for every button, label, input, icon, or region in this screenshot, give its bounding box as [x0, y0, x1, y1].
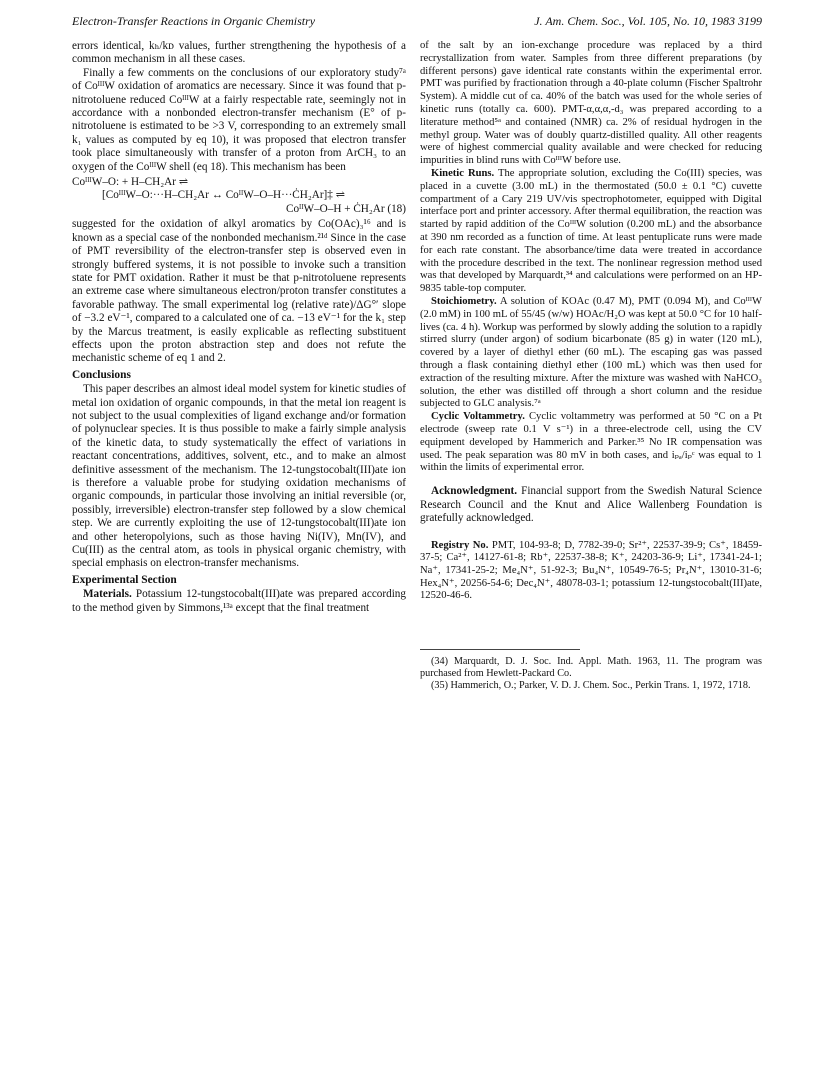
paragraph-kinetic-runs: [420, 168, 762, 296]
kinetic-runs-text: The appropriate solution, excluding the Co(III) species, was placed in a cuvette (3.00 mL) in the thermostated (50.0 ± 0.1 °C) cuvette compartment of a Cary 219 UV/vis spectrophotometer, equipped with Digital interface port and printer accessory. After thermal equilibration, the reaction was started by rapid addition of the CoᴵᴵᴵW solution (0.200 mL) and the absorbance at 390 nm recorded as a function of time. At least pentuplicate runs were made for each rate constant. The absorbance/time data were treated in accordance with the procedure described in the text. The nonlinear regression method used was that developed by Marquardt,³⁴ and calculations were performed on an HP-9835 table-top computer.: [420, 167, 762, 295]
paragraph-materials-continued: of the salt by an ion-exchange procedure was replaced by a third recrystallization from water. Samples from three different preparations (by different persons) gave identical rate constants within the experimental error. PMT was purified by fractionation through a 40-plate column (Fischer Spaltrohr System). A middle cut of ca. 40% of the batch was used for the whole series of kinetic runs (totally ca. 600). PMT-α,α,α,-d₃ was prepared according to a literature method⁵ᵃ and contained (NMR) ca. 2% of residual hydrogen in the methyl group. Water was of doubly quartz-distilled quality. All other reagents were of highest commercial quality available and were checked for reducing impurities in blind runs with CoᴵᴵᴵW before use.: [420, 40, 762, 167]
running-title: Electron-Transfer Reactions in Organic Chemistry: [72, 14, 316, 28]
equation-18: [72, 176, 406, 216]
stoichiometry-text: A solution of KOAc (0.47 M), PMT (0.094 M), and CoᴵᴵᴵW (2.0 mM) in 100 mL of 55/45 (w/w) HOAc/H₂O was kept at 50.0 °C for 10 half-lives (ca. 4 h). Workup was performed by slowly adding the solution to a rapidly stirred slurry (under argon) of sodium bicarbonate (85 g) in water (120 mL), covered by a layer of diethyl ether (60 mL). The escaping gas was passed through a flask containing diethyl ether (100 mL) which was then used for extraction of the resulting mixture. After the mixture was washed with NaHCO₃ solution, the ether was distilled off through a short column and the residue subjected to GLC analysis.⁷ᵃ: [420, 295, 762, 410]
left-column: [72, 40, 406, 615]
runin-heading-kinetic-runs: Kinetic Runs.: [431, 167, 495, 179]
cyclic-voltammetry-text: Cyclic voltammetry was performed at 50 °C on a Pt electrode (sweep rate 0.1 V s⁻¹) in a three-electrode cell, using the CV equipment developed by Hammerich and Parker.³⁵ No IR compensation was used. The peak separation was 80 mV in both cases, and iₚₐ/iₚᶜ was equal to 1 within the limits of experimental error.: [420, 411, 762, 474]
running-header: [72, 14, 762, 32]
equation-line-3: CoᴵᴵW–O–H + ĊH₂Ar (18): [285, 202, 406, 215]
paragraph-acknowledgment: [420, 485, 762, 526]
paragraph-mechanism: suggested for the oxidation of alkyl aromatics by Co(OAc)₃¹⁶ and is known as a special case of the nonbonded mechanism.²¹ᵈ Since in the case of PMT reversibility of the electron-transfer step is observed even in strongly buffered systems, it is not possible to invoke such a transition state for PMT oxidation. Rather it must be that p-nitrotoluene represents an extreme case where simultaneous electron/proton transfer constitutes a favorable pathway. The small experimental log (relative rate)/ΔG°′ slope of −3.2 eV⁻¹, compared to a calculated one of ca. −13 eV⁻¹ for the k₁ step by the Marcus treatment, is easily explicable as reflecting substituent effects upon the proton abstraction step and does not refute the mechanistic scheme of eq 1 and 2.: [72, 218, 406, 365]
right-column: [420, 40, 762, 692]
equation-line-1: CoᴵᴵᴵW–O: + H–CH₂Ar ⇌: [72, 176, 189, 189]
paragraph-exploratory-study: Finally a few comments on the conclusions of our exploratory study⁷ᵃ of CoᴵᴵᴵW oxidation of aromatics are necessary. Since it was found that p-nitrotoluene reduced CoᴵᴵᴵW at a fairly respectable rate, seemingly not in accordance with a nonbonded electron-transfer mechanism (E° of p-nitrotoluene is estimated to be >3 V, corresponding to an extremely small k₁ values as computed by eq 10), it was proposed that electron transfer took place simultaneously with transfer of a proton from ArCH₃ to an oxygen of the CoᴵᴵᴵW shell (eq 18). This mechanism has been: [72, 66, 406, 173]
equation-line-2: [CoᴵᴵᴵW–O:···H–CH₂Ar ↔ CoᴵᴵW–O–H···ĊH₂Ar]‡ ⇌: [102, 189, 346, 202]
paragraph-registry-numbers: [420, 540, 762, 603]
journal-citation: J. Am. Chem. Soc., Vol. 105, No. 10, 1983 3199: [534, 14, 762, 28]
paragraph-cyclic-voltammetry: [420, 411, 762, 475]
paragraph-stoichiometry: [420, 296, 762, 411]
acknowledgment-text: Financial support from the Swedish Natural Science Research Council and the Knut and Alice Wallenberg Foundation is gratefully acknowledged.: [420, 485, 762, 525]
footnote-divider: [420, 649, 580, 650]
runin-heading-materials: Materials.: [83, 588, 132, 601]
materials-text: Potassium 12-tungstocobalt(III)ate was prepared according to the method given by Simmons,¹³ᵃ except that the final treatment: [72, 588, 406, 614]
footnote-35: (35) Hammerich, O.; Parker, V. D. J. Chem. Soc., Perkin Trans. 1, 1972, 1718.: [431, 679, 751, 691]
paragraph-materials: [72, 588, 406, 615]
paragraph-conclusions: This paper describes an almost ideal model system for kinetic studies of metal ion oxidation of organic compounds, in that the metal ion reagent is not subject to the usual complexities of ligand exchange and/or formation of polynuclear species. It is thus possible to make a fairly simple analysis of the kinetic data, to study systematically the effect of variations in reactant concentrations, additives, solvent, etc., and to make an almost definitive assessment of the mechanism. The 12-tungstocobalt(III)ate ion is therefore a valuable probe for studying oxidation mechanisms of organic compounds, in particular those involving an initial reversible (or, possibly, irreversible) electron-transfer step followed by a slow chemical step. We are currently exploiting the use of 12-tungstocobalt(III)ate ion and other heteropolyions, such as those having Ni(IV), Mn(IV), and Cu(III) as the central atom, as tools in physical organic chemistry, with special emphasis on electron-transfer mechanisms.: [72, 383, 406, 570]
registry-text: PMT, 104-93-8; D, 7782-39-0; Sr²⁺, 22537-39-9; Cs⁺, 18459-37-5; Ca²⁺, 14127-61-8; Rb⁺, 22537-38-8; K⁺, 24203-36-9; Li⁺, 17341-24-1; Na⁺, 17341-25-2; Me₄N⁺, 51-92-3; Bu₄N⁺, 10549-76-5; Pr₄N⁺, 13010-31-6; Hex₄N⁺, 20256-54-6; Dec₄N⁺, 48078-03-1; potassium 12-tungstocobalt(III)ate, 12520-46-6.: [420, 539, 762, 602]
runin-heading-acknowledgment: Acknowledgment.: [431, 485, 518, 498]
runin-heading-cyclic-voltammetry: Cyclic Voltammetry.: [431, 411, 525, 423]
runin-heading-stoichiometry: Stoichiometry.: [431, 295, 497, 307]
section-heading-experimental: Experimental Section: [72, 573, 177, 586]
paragraph-continued: errors identical, kₕ/kᴅ values, further strengthening the hypothesis of a common mechanism in all these cases.: [72, 40, 406, 66]
footnote-34: (34) Marquardt, D. J. Soc. Ind. Appl. Math. 1963, 11. The program was purchased from Hewlett-Packard Co.: [420, 655, 762, 679]
section-heading-conclusions: Conclusions: [72, 368, 131, 381]
runin-heading-registry: Registry No.: [431, 539, 489, 551]
